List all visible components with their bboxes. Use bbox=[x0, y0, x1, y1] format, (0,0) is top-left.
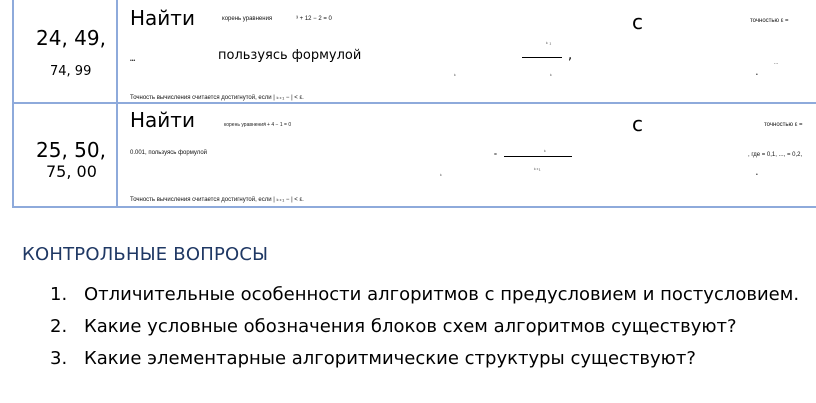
task-condition: Точность вычисления считается достигнутой, если | ₖ₊₁ − | < ε. bbox=[130, 95, 304, 101]
formula-subscript: ₖ bbox=[454, 72, 457, 78]
task-with-letter: с bbox=[632, 10, 643, 34]
task-accuracy-label: точностью ε = bbox=[750, 18, 789, 24]
task-root-text: корень уравнения bbox=[224, 122, 266, 128]
section-title: КОНТРОЛЬНЫЕ ВОПРОСЫ bbox=[22, 244, 269, 265]
variant-numbers-line2: 75, 00 bbox=[46, 162, 97, 181]
task-find-word: Найти bbox=[130, 6, 195, 30]
task-marker: ••• bbox=[130, 58, 136, 64]
task-equation: ³ + 4 − 1 = 0 bbox=[264, 122, 292, 128]
variant-numbers-cell bbox=[14, 104, 118, 208]
task-using-formula: пользуясь формулой bbox=[218, 48, 362, 63]
table-row bbox=[14, 104, 816, 208]
formula-subscript: ₖ bbox=[440, 172, 443, 178]
variant-numbers-line1: 24, 49, bbox=[36, 26, 106, 50]
task-equation: ³ + 12 − 2 = 0 bbox=[296, 16, 332, 22]
formula-comma: , bbox=[568, 48, 573, 63]
formula-dot: • bbox=[756, 72, 758, 78]
task-condition: Точность вычисления считается достигнутой, если | ₖ₊₁ − | < ε. bbox=[130, 197, 304, 203]
task-table bbox=[12, 0, 816, 208]
variant-numbers-line2: 74, 99 bbox=[50, 64, 92, 79]
formula-denominator: ₖ bbox=[550, 72, 553, 78]
formula-fraction-line bbox=[504, 156, 572, 157]
table-row bbox=[14, 0, 816, 104]
task-find-word: Найти bbox=[130, 108, 195, 132]
formula-numerator: ₖ bbox=[544, 148, 547, 154]
variant-numbers-line1: 25, 50, bbox=[36, 138, 106, 162]
formula-fraction-line bbox=[522, 57, 562, 58]
formula-denominator: ₖ₊₁ bbox=[534, 166, 541, 172]
formula-right-tail: , где = 0,1, ..., = 0,2, bbox=[748, 152, 803, 158]
task-using-formula: 0.001, пользуясь формулой bbox=[130, 150, 208, 156]
question-text: Какие элементарные алгоритмические структуры существуют? bbox=[84, 348, 696, 369]
list-item bbox=[50, 346, 810, 372]
formula-dot: • bbox=[756, 172, 758, 178]
question-number: 3. bbox=[50, 348, 68, 369]
question-number: 2. bbox=[50, 316, 68, 337]
variant-numbers-cell bbox=[14, 0, 118, 102]
question-text: Какие условные обозначения блоков схем алгоритмов существуют? bbox=[84, 316, 737, 337]
list-item bbox=[50, 314, 810, 340]
formula-numerator: ₖ ₁ bbox=[546, 40, 552, 46]
questions-list bbox=[50, 282, 810, 372]
list-item bbox=[50, 282, 810, 308]
task-accuracy-label: точностью ε = bbox=[764, 122, 803, 128]
formula-equals: = bbox=[494, 152, 497, 158]
task-with-letter: с bbox=[632, 112, 643, 136]
task-root-text: корень уравнения bbox=[222, 16, 273, 22]
question-number: 1. bbox=[50, 284, 68, 305]
formula-right-tail: ... bbox=[774, 60, 779, 66]
question-text: Отличительные особенности алгоритмов с предусловием и постусловием. bbox=[84, 284, 800, 305]
